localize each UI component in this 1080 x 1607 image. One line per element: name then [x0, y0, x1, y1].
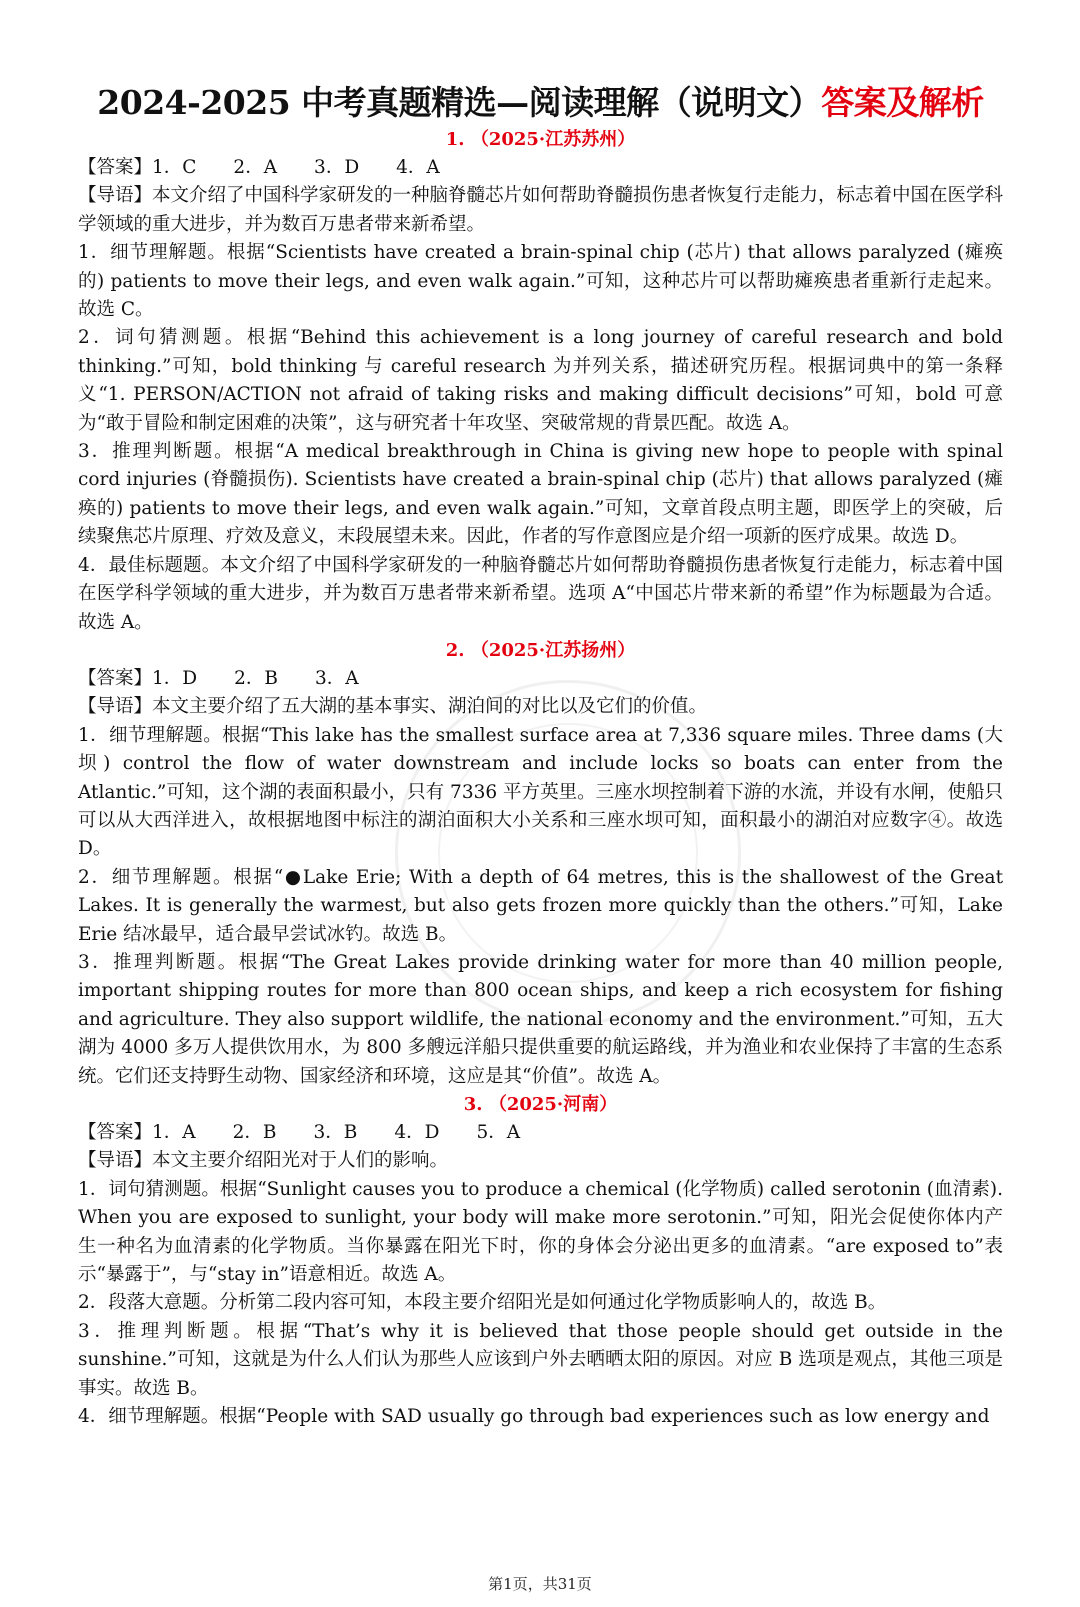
- explanation-item: 2．细节理解题。根据“●Lake Erie; With a depth of 64 metres, this is the shallowest of the Great Lakes. It is generally the warmest, but also gets frozen more quickly than the others.”可知，Lake Erie 结冰最早，适合最早尝试冰钓。故选 B。: [78, 866, 1003, 945]
- title-main: 2024-2025 中考真题精选—阅读理解（说明文）: [97, 83, 822, 122]
- intro-text: 【导语】本文主要介绍阳光对于人们的影响。: [78, 1150, 449, 1172]
- answer-key: 【答案】1．C 2．A 3．D 4．A: [78, 157, 440, 178]
- section-heading: 3. （2025·河南）: [463, 1094, 618, 1115]
- section-heading: 1. （2025·江苏苏州）: [445, 129, 636, 150]
- answer-key: 【答案】1．A 2．B 3．B 4．D 5．A: [78, 1122, 521, 1143]
- explanation-item: 3．推理判断题。根据“The Great Lakes provide drinking water for more than 40 million people, important shipping routes for more than 800 ocean ships, and keep a rich ecosystem for fishing and agriculture. They also support wildlife, the national economy and the environment.”可知，五大湖为 4000 多万人提供饮用水，为 800 多艘远洋船只提供重要的航运路线，并为渔业和农业保持了丰富的生态系统。它们还支持野生动物、国家经济和环境，这应是其“价值”。故选 A。: [78, 951, 1003, 1087]
- explanation-item: 2．词句猜测题。根据“Behind this achievement is a long journey of careful research and bold thinking.”可知，bold thinking 与 careful research 为并列关系，描述研究历程。根据词典中的第一条释义“1. PERSON/ACTION not afraid of taking risks and making difficult decisions”可知，bold 可意为“敢于冒险和制定困难的决策”，这与研究者十年攻坚、突破常规的背景匹配。故选 A。: [78, 327, 1003, 434]
- explanation-item: 3．推理判断题。根据“A medical breakthrough in China is giving new hope to people with spinal cord injuries (脊髓损伤). Scientists have created a brain-spinal chip (芯片) that allows paralyzed (瘫痪的) patients to move their legs, and even walk again.”可知，文章首段点明主题，即医学上的突破，后续聚焦芯片原理、疗效及意义，末段展望未来。因此，作者的写作意图应是介绍一项新的医疗成果。故选 D。: [78, 441, 1003, 548]
- section-1: [78, 128, 1003, 637]
- explanation-item: 1．细节理解题。根据“Scientists have created a brain-spinal chip (芯片) that allows paralyzed (瘫痪的) patients to move their legs, and even walk again.”可知，这种芯片可以帮助瘫痪患者重新行走起来。故选 C。: [78, 242, 1003, 321]
- intro-text: 【导语】本文介绍了中国科学家研发的一种脑脊髓芯片如何帮助脊髓损伤患者恢复行走能力，标志着中国在医学科学领域的重大进步，并为数百万患者带来新希望。: [78, 185, 1004, 235]
- explanation-item: 1．细节理解题。根据“This lake has the smallest surface area at 7,336 square miles. Three dams (大坝) control the flow of water downstream and include locks so boats can enter from the Atlantic.”可知，这个湖的表面积最小，只有 7336 平方英里。三座水坝控制着下游的水流，并设有水闸，使船只可以从大西洋进入，故根据地图中标注的湖泊面积大小关系和三座水坝可知，面积最小的湖泊对应数字④。故选 D。: [78, 724, 1003, 860]
- explanation-item: 4．细节理解题。根据“People with SAD usually go through bad experiences such as low energy and: [78, 1406, 990, 1428]
- explanation-item: 1．词句猜测题。根据“Sunlight causes you to produce a chemical (化学物质) called serotonin (血清素). When you are exposed to sunlight, your body will make more serotonin.”可知，阳光会促使你体内产生一种名为血清素的化学物质。当你暴露在阳光下时，你的身体会分泌出更多的血清素。“are exposed to”表示“暴露于”，与“stay in”语意相近。故选 A。: [78, 1178, 1003, 1286]
- explanation-item: 2．段落大意题。分析第二段内容可知，本段主要介绍阳光是如何通过化学物质影响人的，故选 B。: [78, 1292, 887, 1314]
- answer-key: 【答案】1．D 2．B 3．A: [78, 667, 359, 689]
- title-highlight: 答案及解析: [821, 83, 984, 122]
- document-page: [0, 80, 1080, 1431]
- page-title: [78, 80, 1003, 126]
- section-3: [78, 1093, 1003, 1431]
- intro-text: 【导语】本文主要介绍了五大湖的基本事实、湖泊间的对比以及它们的价值。: [78, 696, 708, 718]
- explanation-item: 3．推理判断题。根据“That’s why it is believed that those people should get outside in the sunshine.”可知，这就是为什么人们认为那些人应该到户外去晒晒太阳的原因。对应 B 选项是观点，其他三项是事实。故选 B。: [78, 1320, 1003, 1399]
- section-heading: 2. （2025·江苏扬州）: [445, 639, 636, 661]
- explanation-item: 4．最佳标题题。本文介绍了中国科学家研发的一种脑脊髓芯片如何帮助脊髓损伤患者恢复行走能力，标志着中国在医学科学领域的重大进步，并为数百万患者带来新希望。选项 A“中国芯片带来新的希望”作为标题最为合适。故选 A。: [78, 554, 1003, 633]
- section-2: [78, 639, 1003, 1091]
- page-number-footer: 第1页，共31页: [488, 1575, 592, 1593]
